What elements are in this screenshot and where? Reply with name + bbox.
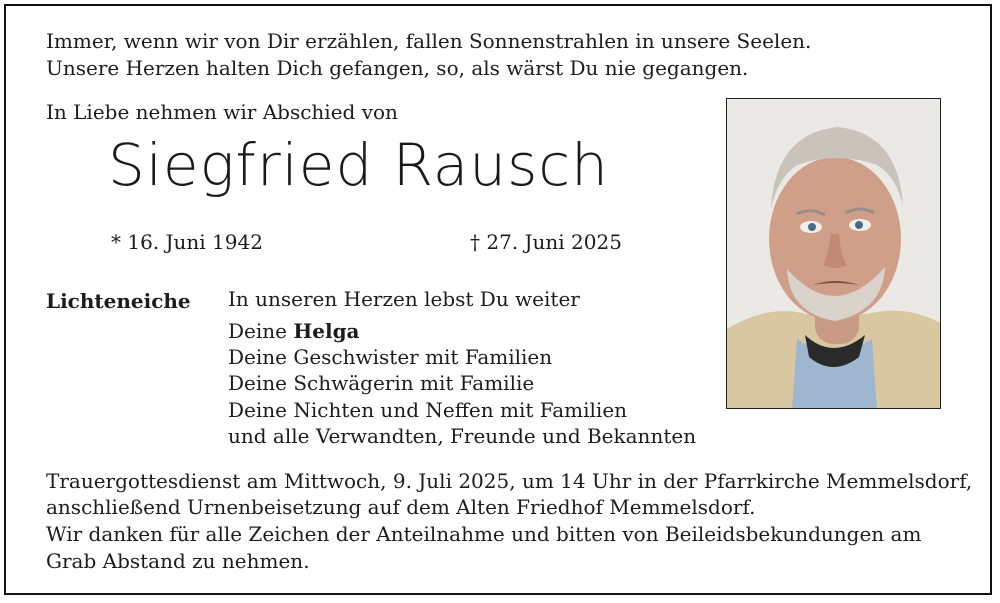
mourner-spouse: [228, 318, 360, 345]
intro-line-2: Unsere Herzen halten Dich gefangen, so, als wärst Du nie gegangen.: [46, 56, 749, 80]
mourner-nieces: Deine Nichten und Neffen mit Familien: [228, 398, 628, 422]
place-name: Lichteneiche: [46, 289, 191, 313]
portrait-illustration: [727, 99, 941, 409]
intro-line-1: Immer, wenn wir von Dir erzählen, fallen Sonnenstrahlen in unsere Seelen.: [46, 29, 812, 53]
birth-date: * 16. Juni 1942: [111, 230, 263, 254]
spouse-prefix: Deine: [228, 319, 287, 343]
farewell-text: In Liebe nehmen wir Abschied von: [46, 100, 398, 124]
deceased-name: Siegfried Rausch: [108, 131, 609, 199]
service-line-2: anschließend Urnenbeisetzung auf dem Alten Friedhof Memmelsdorf.: [46, 495, 756, 519]
portrait-photo: [726, 98, 941, 409]
mourner-all: und alle Verwandten, Freunde und Bekannten: [228, 424, 697, 448]
service-line-4: Grab Abstand zu nehmen.: [46, 549, 310, 573]
service-line-1: Trauergottesdienst am Mittwoch, 9. Juli 2025, um 14 Uhr in der Pfarrkirche Memmelsdorf,: [46, 469, 973, 493]
mourner-siblings: Deine Geschwister mit Familien: [228, 345, 553, 369]
mourner-sister-in-law: Deine Schwägerin mit Familie: [228, 371, 535, 395]
service-line-3: Wir danken für alle Zeichen der Anteilnahme und bitten von Beileidsbekundungen am: [46, 522, 922, 546]
mourners-motto: In unseren Herzen lebst Du weiter: [228, 287, 580, 311]
death-date: † 27. Juni 2025: [470, 230, 622, 254]
spouse-name: Helga: [293, 319, 360, 343]
